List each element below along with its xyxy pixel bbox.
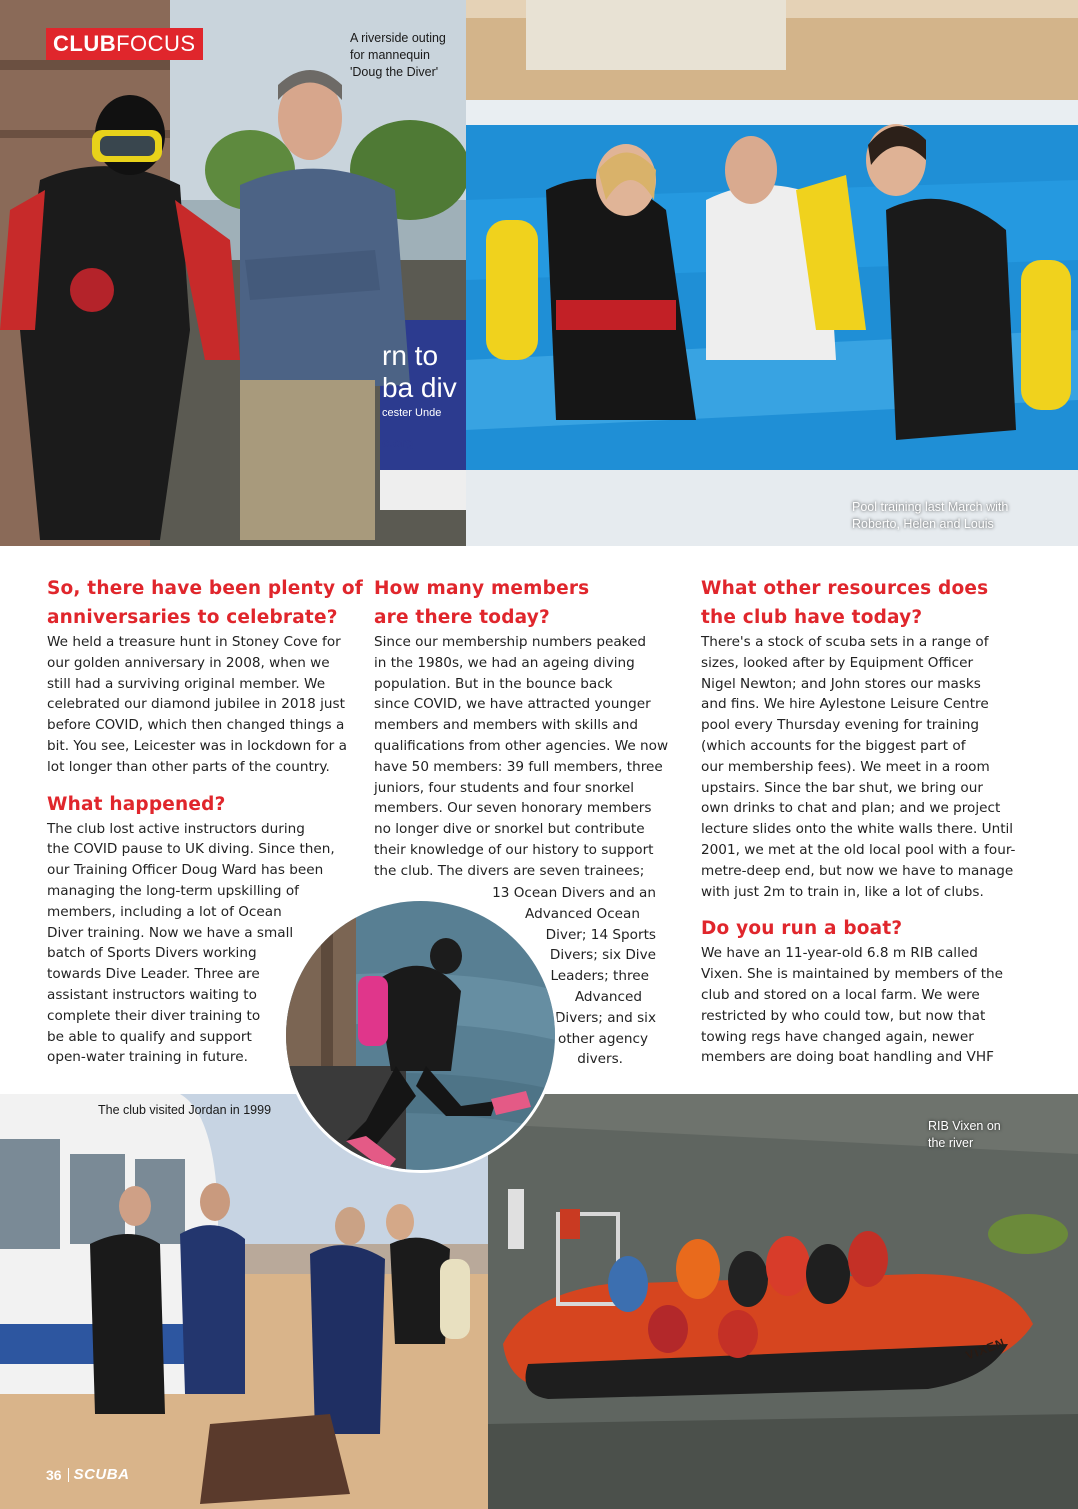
paragraph-members: Since our membership numbers peaked in the 1980s, we had an ageing diving population. But in the bounce back since COVID, we have attracted younger members and members with skills and qualifications from other agencies. We now have 50 members: 39 full members, three juniors, four students and four snorkel members. Our seven honorary members no longer dive or snorkel but contribute their knowledge of our history to support the club. The divers are seven trainees; xyxy=(374,634,669,879)
banner-sign xyxy=(382,340,466,458)
banner-line-3: cester Unde xyxy=(382,407,442,419)
paragraph-members-continued: 13 Ocean Divers and an Advanced Ocean Diver; 14 Sports Divers; six Dive Leaders; three Advanced Divers; and six other agency divers. xyxy=(492,885,656,1068)
caption-line: The club visited Jordan in 1999 xyxy=(98,1103,272,1117)
page-footer xyxy=(46,1466,129,1483)
section-badge xyxy=(46,28,203,60)
caption-line: Pool training last March with xyxy=(852,500,1009,514)
caption-riverside xyxy=(350,30,446,81)
paragraph-anniversaries: We held a treasure hunt in Stoney Cove for our golden anniversary in 2008, when we still had a surviving original member. We celebrated our diamond jubilee in 2018 just before COVID, which then changed things a bit. You see, Leicester was in lockdown for a lot longer than other parts of the country. xyxy=(47,634,347,775)
heading-what-happened: What happened? xyxy=(47,793,226,815)
article-column-3 xyxy=(701,574,1031,1068)
heading-members: How many members are there today? xyxy=(374,578,590,628)
paragraph-what-happened: The club lost active instructors during the COVID pause to UK diving. Since then, our Training Officer Doug Ward has been managing the long-term upskilling of members, including a lot of Ocean Diver training. Now we have a small batch of Sports Divers working towards Dive Leader. Three are assistant instructors waiting to complete their diver training to be able to qualify and support open-water training in future. xyxy=(47,820,335,1066)
section-label-light: FOCUS xyxy=(116,31,196,56)
heading-anniversaries: So, there have been plenty of anniversaries to celebrate? xyxy=(47,578,364,628)
photo-pool-training xyxy=(466,0,1078,546)
photo-rib-vixen xyxy=(488,1094,1078,1509)
photo-riverside-mannequin xyxy=(0,0,466,546)
caption-line: for mannequin xyxy=(350,48,430,62)
section-label-bold: CLUB xyxy=(53,31,117,56)
caption-line: the river xyxy=(928,1136,974,1150)
caption-line: Roberto, Helen and Louis xyxy=(852,517,994,531)
paragraph-boat: We have an 11-year-old 6.8 m RIB called Vixen. She is maintained by members of the club and stored on a local farm. We were restricted by who could tow, but now that towing regs have changed again, newer members are doing boat handling and VHF xyxy=(701,945,1004,1066)
footer-divider xyxy=(68,1468,69,1482)
banner-line-4: c.org xyxy=(382,435,414,450)
caption-line: A riverside outing xyxy=(350,31,446,45)
page-number: 36 xyxy=(46,1466,62,1483)
magazine-brand: SCUBA xyxy=(73,1466,130,1483)
boat-name-lettering: VIXEN xyxy=(963,1335,1008,1363)
caption-line: RIB Vixen on xyxy=(928,1119,1001,1133)
heading-boat: Do you run a boat? xyxy=(701,918,903,940)
paragraph-resources: There's a stock of scuba sets in a range of sizes, looked after by Equipment Officer Nigel Newton; and John stores our masks and fins. We hire Aylestone Leisure Centre pool every Thursday evening for training (which accounts for the biggest part of our membership fees). We meet in a room upstairs. Since the bar shut, we bring our own drinks to chat and plan; and we project lecture slides onto the white walls there. Until 2001, we met at the old local pool with a four- metre-deep end, but now we have to manage with just 2m to train in, like a lot of clubs. xyxy=(701,634,1016,900)
heading-resources: What other resources does the club have today? xyxy=(701,578,989,628)
caption-jordan xyxy=(98,1102,271,1119)
photo-diver-entry-circle xyxy=(283,898,558,1173)
article-column-2 xyxy=(374,574,686,882)
caption-rib xyxy=(928,1118,1001,1152)
caption-pool xyxy=(852,499,1008,533)
banner-line-1: rn to xyxy=(382,340,439,371)
banner-line-2: ba div xyxy=(382,372,457,403)
caption-line: 'Doug the Diver' xyxy=(350,65,439,79)
